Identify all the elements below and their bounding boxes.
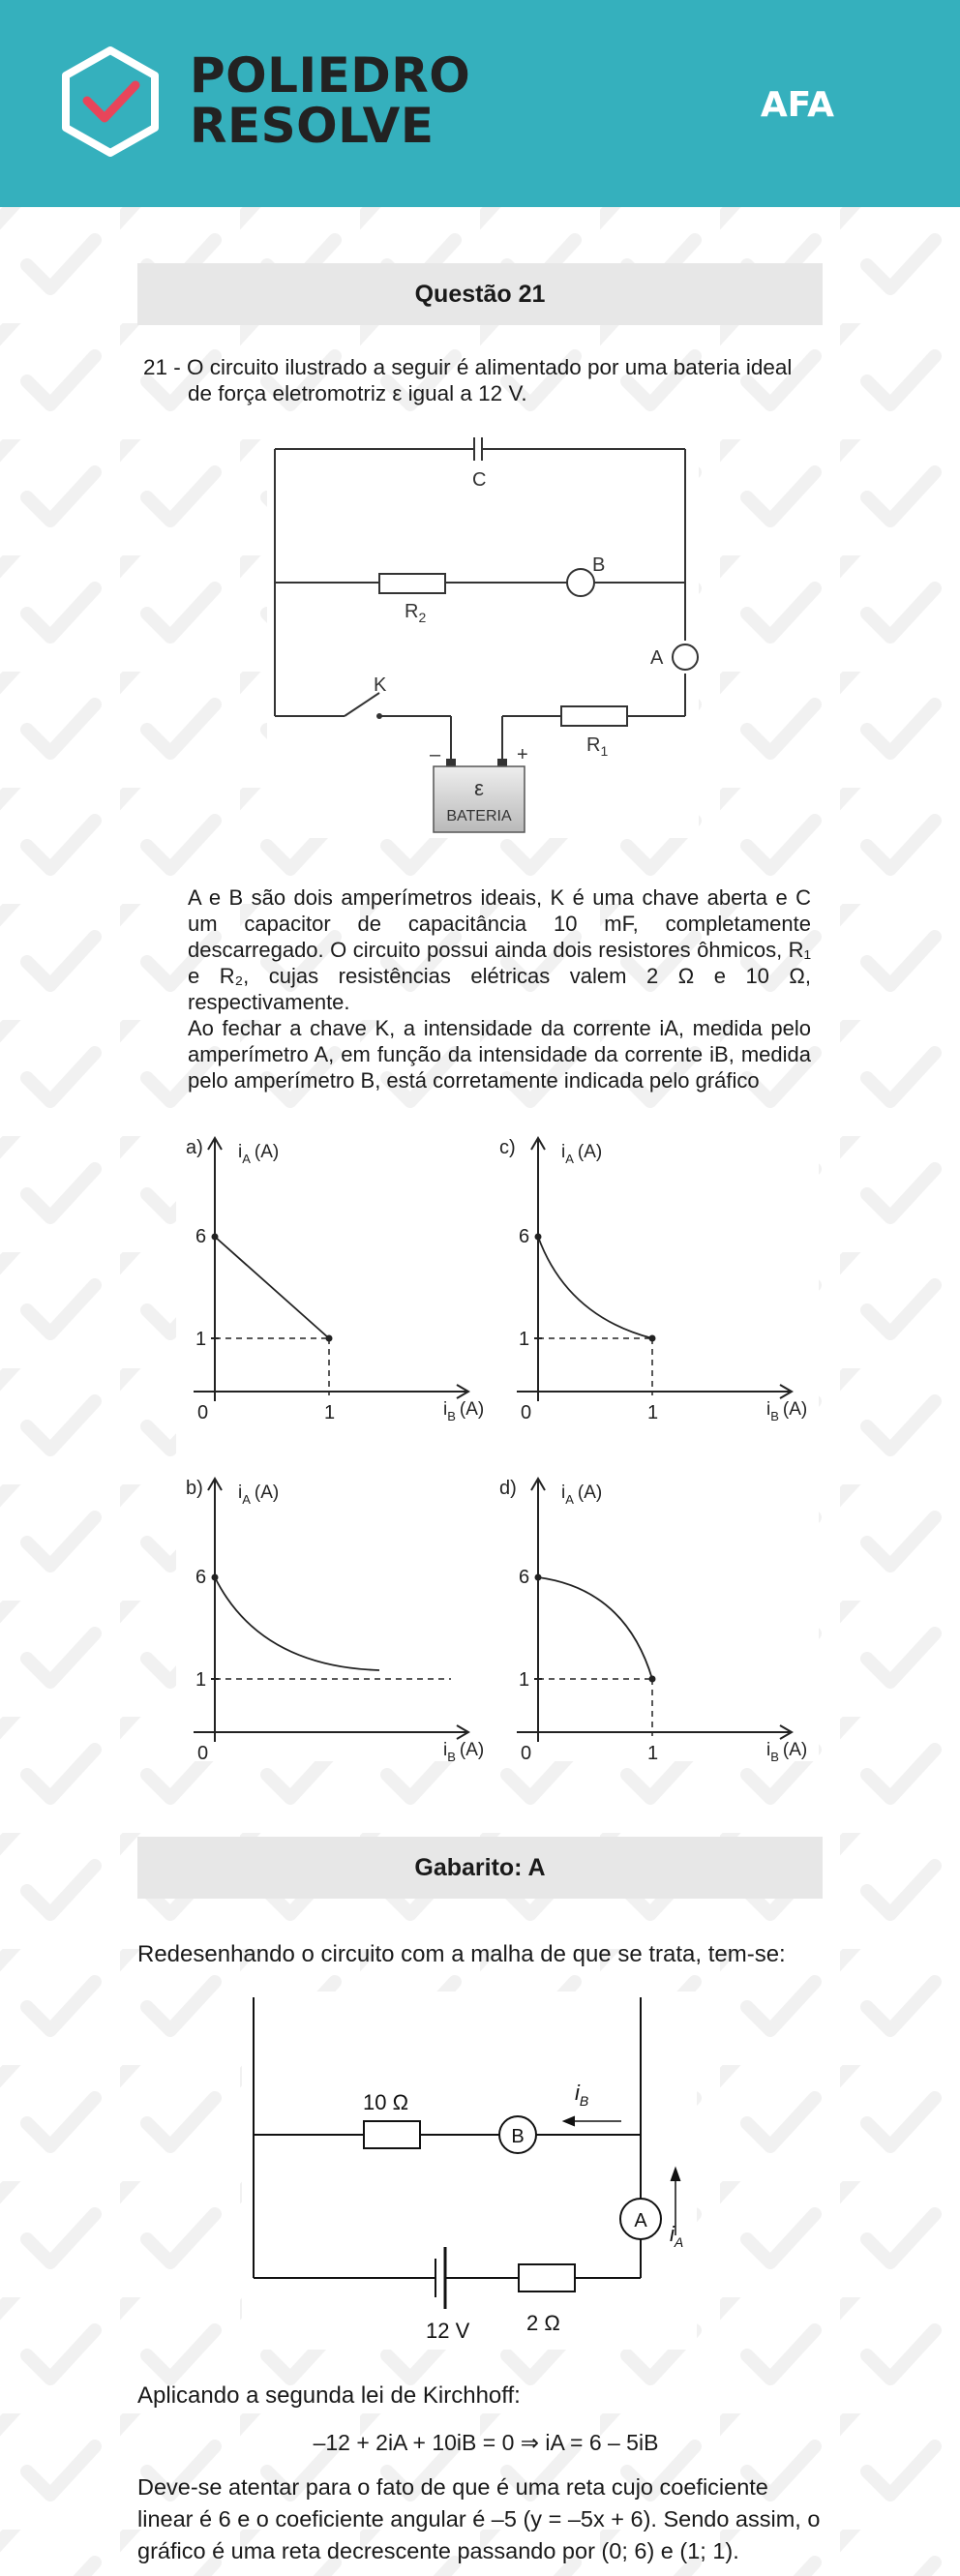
redrawn-current-a-label: $i_A$	[670, 2222, 684, 2250]
option-d-graph[interactable]	[499, 1478, 807, 1761]
redrawn-ammeter-a-label: A	[634, 2210, 647, 2232]
answer-title-bar	[137, 1837, 823, 1899]
option-c-label: c)	[499, 1137, 516, 1158]
option-b-x-axis-label: $i_B$ (A)	[443, 1740, 485, 1761]
kirchhoff-intro: Aplicando a segunda lei de Kirchhoff:	[137, 2382, 521, 2409]
redrawn-r-bottom-label: 2 Ω	[526, 2311, 560, 2335]
option-a-y-axis-label: $i_A$ (A)	[238, 1142, 280, 1166]
option-b-tick-6: 6	[195, 1567, 207, 1588]
option-c-curve	[538, 1237, 652, 1338]
question-paragraph-1: A e B são dois amperímetros ideais, K é uma chave aberta e C um capacitor de capacitância 10 mF, completamente descarregado. O circuito possui ainda dois resistores ôhmicos, R₁ e R₂, cujas resistências elétricas valem 2 Ω e 10 Ω, respectivamente.	[188, 885, 811, 1014]
r2-label: $R_2$	[405, 601, 427, 625]
option-d-tick-x1: 1	[647, 1743, 659, 1761]
r1-label: $R_1$	[586, 734, 609, 759]
brand-line-2: RESOLVE	[190, 98, 435, 154]
exam-label: AFA	[760, 85, 834, 125]
option-b-label: b)	[186, 1478, 203, 1499]
option-c-y-axis-label: $i_A$ (A)	[561, 1142, 603, 1166]
option-a-curve	[215, 1237, 329, 1338]
intro-line-1: O circuito ilustrado a seguir é alimentado por uma bateria ideal	[187, 355, 793, 379]
option-a-tick-6: 6	[195, 1226, 207, 1247]
capacitor-label: C	[472, 469, 487, 491]
option-d-tick-1: 1	[519, 1669, 530, 1691]
question-intro	[143, 354, 821, 406]
ammeter-b-label: B	[592, 554, 606, 576]
option-b-origin: 0	[197, 1743, 209, 1761]
answer-options-graphs	[176, 1132, 819, 1761]
poliedro-check-logo-icon	[56, 45, 165, 159]
option-d-y-axis-label: $i_A$ (A)	[561, 1483, 603, 1507]
battery-label: BATERIA	[446, 808, 512, 824]
answer-conclusion: Deve-se atentar para o fato de que é uma reta cujo coeficiente linear é 6 e o coeficiente angular é –5 (y = –5x + 6). Sendo assim, o gráfico é uma reta decrescente passando por (0; 6) e (1; 1).	[137, 2474, 821, 2563]
option-a-origin: 0	[197, 1402, 209, 1423]
ammeter-a-label: A	[650, 647, 664, 669]
answer-title: Gabarito: A	[414, 1853, 546, 1881]
option-b-curve	[215, 1577, 379, 1670]
option-c-tick-1: 1	[519, 1329, 530, 1350]
question-title: Questão 21	[414, 280, 546, 308]
option-d-label: d)	[499, 1478, 517, 1499]
option-d-x-axis-label: $i_B$ (A)	[766, 1740, 808, 1761]
option-a-x-axis-label: $i_B$ (A)	[443, 1399, 485, 1423]
battery-minus: –	[430, 744, 441, 765]
option-b-y-axis-label: $i_A$ (A)	[238, 1483, 280, 1507]
option-d-curve	[538, 1577, 652, 1679]
option-b-tick-1: 1	[195, 1669, 207, 1691]
option-c-tick-x1: 1	[647, 1402, 659, 1423]
question-paragraph-2: Ao fechar a chave K, a intensidade da corrente iA, medida pelo amperímetro A, em função da intensidade da corrente iB, medida pelo amperímetro B, está corretamente indicada pelo gráfico	[188, 1016, 811, 1093]
option-d-tick-6: 6	[519, 1567, 530, 1588]
question-title-bar	[137, 263, 823, 325]
redrawn-voltage-label: 12 V	[426, 2319, 470, 2343]
option-a-label: a)	[186, 1137, 203, 1158]
option-a-graph[interactable]	[186, 1137, 484, 1423]
switch-pivot	[376, 713, 382, 719]
battery-symbol: ε	[474, 776, 484, 800]
option-b-graph[interactable]	[186, 1478, 484, 1761]
option-d-origin: 0	[521, 1743, 532, 1761]
kirchhoff-equation: –12 + 2iA + 10iB = 0 ⇒ iA = 6 – 5iB	[313, 2430, 659, 2455]
brand-name	[190, 47, 471, 154]
redrawn-current-b-label: $i_B$	[575, 2081, 589, 2109]
question-number: 21 -	[143, 355, 181, 379]
brand-line-1: POLIEDRO	[190, 47, 471, 104]
circuit-figure	[267, 434, 699, 838]
battery-plus: +	[517, 744, 528, 765]
redrawn-ammeter-b-label: B	[511, 2126, 525, 2147]
option-c-graph[interactable]	[499, 1137, 807, 1423]
header-banner	[0, 0, 960, 207]
option-c-x-axis-label: $i_B$ (A)	[766, 1399, 808, 1423]
option-c-origin: 0	[521, 1402, 532, 1423]
redrawn-r-top-label: 10 Ω	[363, 2090, 409, 2114]
switch-label: K	[374, 674, 387, 696]
option-a-tick-x1: 1	[324, 1402, 336, 1423]
answer-intro: Redesenhando o circuito com a malha de que se trata, tem-se:	[137, 1941, 786, 1967]
intro-line-2: de força eletromotriz ε igual a 12 V.	[188, 381, 527, 405]
redrawn-circuit-diagram	[242, 1992, 697, 2350]
option-a-tick-1: 1	[195, 1329, 207, 1350]
option-c-tick-6: 6	[519, 1226, 530, 1247]
